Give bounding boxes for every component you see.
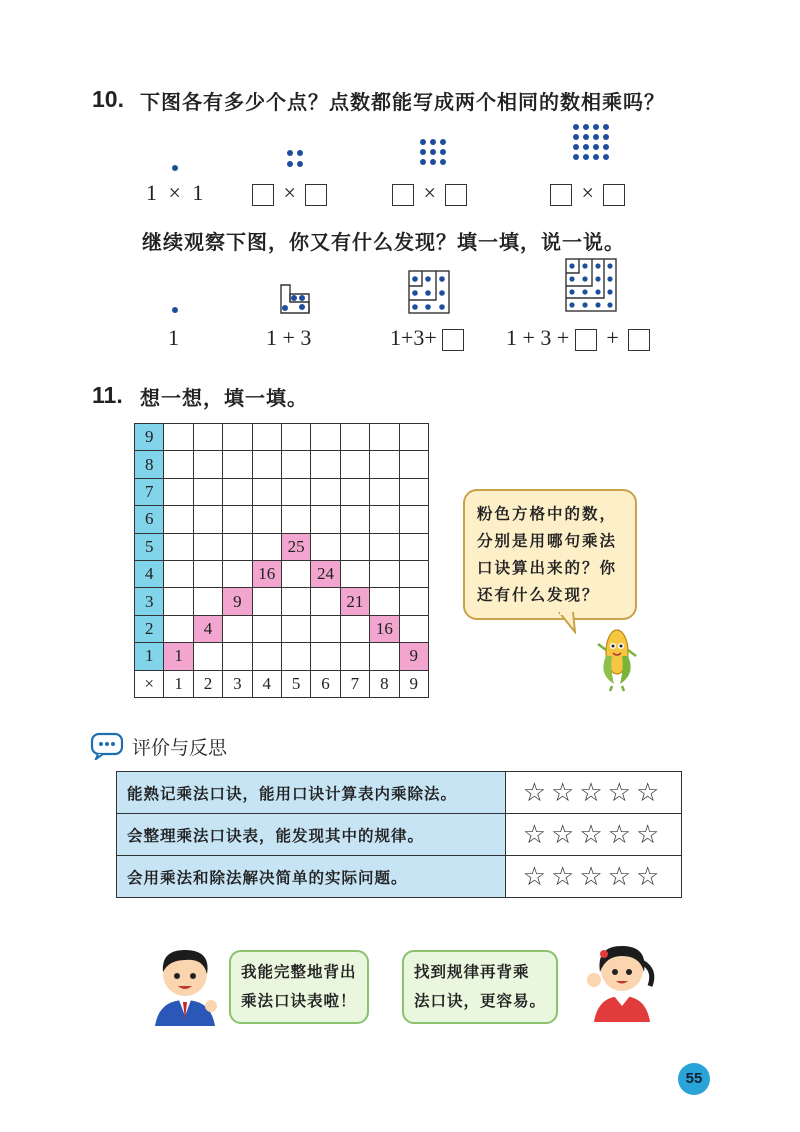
times-sign: × bbox=[423, 180, 436, 205]
grid-pink-cell: 4 bbox=[193, 615, 222, 642]
grid-cell[interactable] bbox=[193, 424, 222, 451]
grid-cell[interactable] bbox=[281, 560, 310, 587]
grid-cell[interactable] bbox=[311, 615, 340, 642]
grid-cell[interactable] bbox=[340, 615, 369, 642]
rating-cell[interactable] bbox=[506, 814, 682, 856]
answer-box[interactable] bbox=[550, 184, 572, 206]
grid-cell[interactable] bbox=[252, 424, 281, 451]
grid-cell[interactable] bbox=[370, 588, 399, 615]
grid-axis-cell: 7 bbox=[340, 670, 369, 697]
bubble-line: 分别是用哪句乘法 bbox=[477, 532, 618, 550]
grid-cell[interactable] bbox=[281, 451, 310, 478]
grid-cell[interactable] bbox=[370, 643, 399, 670]
grid-cell[interactable] bbox=[193, 506, 222, 533]
sum-expr-2: 1 + 3 bbox=[266, 325, 312, 350]
grid-cell[interactable] bbox=[193, 478, 222, 505]
grid-pink-cell: 25 bbox=[281, 533, 310, 560]
grid-row bbox=[135, 588, 429, 615]
grid-cell[interactable] bbox=[164, 560, 193, 587]
grid-cell[interactable] bbox=[252, 533, 281, 560]
grid-axis-cell: 2 bbox=[135, 615, 164, 642]
grid-cell[interactable] bbox=[399, 588, 428, 615]
grid-row bbox=[135, 424, 429, 451]
corn-mascot-icon bbox=[592, 620, 642, 692]
grid-cell[interactable] bbox=[223, 643, 252, 670]
bubble-line: 粉色方格中的数， bbox=[477, 505, 618, 523]
expr-blank-3 bbox=[392, 180, 467, 206]
grid-pink-cell: 9 bbox=[223, 588, 252, 615]
table-row bbox=[117, 772, 682, 814]
grid-cell[interactable] bbox=[193, 643, 222, 670]
grid-axis-cell: 8 bbox=[135, 451, 164, 478]
dot bbox=[603, 144, 609, 150]
evaluation-table bbox=[116, 771, 682, 898]
grid-cell[interactable] bbox=[399, 560, 428, 587]
criterion-cell: 能熟记乘法口诀，能用口诀计算表内乘除法。 bbox=[117, 772, 506, 814]
dot bbox=[430, 149, 436, 155]
dot bbox=[573, 124, 579, 130]
criterion-cell: 会用乘法和除法解决简单的实际问题。 bbox=[117, 856, 506, 898]
grid-cell[interactable] bbox=[281, 588, 310, 615]
grid-pink-cell: 16 bbox=[370, 615, 399, 642]
dot bbox=[603, 124, 609, 130]
hint-bubble bbox=[463, 489, 637, 620]
evaluation-title: 评价与反思 bbox=[132, 737, 228, 759]
grid-cell[interactable] bbox=[370, 424, 399, 451]
answer-box[interactable] bbox=[603, 184, 625, 206]
grid-cell[interactable] bbox=[340, 560, 369, 587]
star-rating-icon[interactable]: ☆☆☆☆☆ bbox=[522, 777, 665, 808]
grid-row bbox=[135, 533, 429, 560]
grid-cell[interactable] bbox=[252, 643, 281, 670]
times-sign: × bbox=[283, 180, 296, 205]
grid-cell[interactable] bbox=[223, 533, 252, 560]
grid-pink-cell: 16 bbox=[252, 560, 281, 587]
grid-cell[interactable] bbox=[340, 506, 369, 533]
q11-question: 想一想，填一填。 bbox=[140, 386, 308, 410]
q10-number: 10. bbox=[92, 86, 124, 112]
grid-cell[interactable] bbox=[340, 478, 369, 505]
boy-character-icon bbox=[145, 944, 225, 1026]
sum-expr-4-text: 1 + 3 + bbox=[506, 325, 570, 350]
grid-cell[interactable] bbox=[340, 533, 369, 560]
grid-axis-cell: 9 bbox=[399, 670, 428, 697]
grid-cell[interactable] bbox=[340, 643, 369, 670]
grid-cell[interactable] bbox=[311, 506, 340, 533]
times-sign: × bbox=[581, 180, 594, 205]
dot bbox=[583, 144, 589, 150]
grid-axis-cell: 4 bbox=[135, 560, 164, 587]
grid-cell[interactable] bbox=[223, 478, 252, 505]
plus-sign: + bbox=[606, 325, 619, 350]
grid-axis-cell: 3 bbox=[135, 588, 164, 615]
grid-axis-cell: × bbox=[135, 670, 164, 697]
grid-row bbox=[135, 506, 429, 533]
grid-cell[interactable] bbox=[399, 506, 428, 533]
grid-cell[interactable] bbox=[252, 588, 281, 615]
grid-cell[interactable] bbox=[164, 533, 193, 560]
grid-cell[interactable] bbox=[252, 478, 281, 505]
grid-cell[interactable] bbox=[370, 478, 399, 505]
dot bbox=[573, 154, 579, 160]
sum-expr-3-text: 1+3+ bbox=[390, 325, 437, 350]
criterion-cell: 会整理乘法口诀表，能发现其中的规律。 bbox=[117, 814, 506, 856]
grid-cell[interactable] bbox=[311, 451, 340, 478]
grid-cell[interactable] bbox=[223, 424, 252, 451]
girl-line: 找到规律再背乘 bbox=[414, 963, 530, 981]
grid-cell[interactable] bbox=[281, 615, 310, 642]
grid-row bbox=[135, 478, 429, 505]
grid-cell[interactable] bbox=[252, 615, 281, 642]
times-sign: × bbox=[168, 180, 181, 205]
bubble-tail bbox=[555, 612, 585, 634]
answer-box[interactable] bbox=[442, 329, 464, 351]
boy-line: 我能完整地背出 bbox=[241, 963, 357, 981]
bubble-line: 还有什么发现？ bbox=[477, 586, 600, 604]
boy-line: 乘法口诀表啦！ bbox=[241, 992, 357, 1010]
grid-cell[interactable] bbox=[223, 451, 252, 478]
grid-cell[interactable] bbox=[370, 560, 399, 587]
grid-cell[interactable] bbox=[311, 533, 340, 560]
grid-cell[interactable] bbox=[193, 588, 222, 615]
dot bbox=[603, 134, 609, 140]
boy-speech-bubble bbox=[229, 950, 369, 1024]
grid-cell[interactable] bbox=[193, 451, 222, 478]
rating-cell[interactable] bbox=[506, 772, 682, 814]
grid-pink-cell: 1 bbox=[164, 643, 193, 670]
grid-cell[interactable] bbox=[223, 615, 252, 642]
answer-box[interactable] bbox=[392, 184, 414, 206]
grid-cell[interactable] bbox=[164, 506, 193, 533]
grid-cell[interactable] bbox=[164, 588, 193, 615]
grid-cell[interactable] bbox=[370, 533, 399, 560]
grid-cell[interactable] bbox=[399, 478, 428, 505]
grid-cell[interactable] bbox=[311, 424, 340, 451]
grid-cell[interactable] bbox=[311, 478, 340, 505]
dot bbox=[593, 154, 599, 160]
grid-axis-cell: 1 bbox=[135, 643, 164, 670]
grid-cell[interactable] bbox=[223, 560, 252, 587]
dot bbox=[430, 139, 436, 145]
speech-chat-icon bbox=[90, 730, 124, 760]
grid-cell[interactable] bbox=[252, 451, 281, 478]
expr-left: 1 bbox=[146, 180, 157, 205]
star-rating-icon[interactable]: ☆☆☆☆☆ bbox=[522, 861, 665, 892]
grid-axis-cell: 3 bbox=[223, 670, 252, 697]
answer-box[interactable] bbox=[252, 184, 274, 206]
grid-cell[interactable] bbox=[399, 451, 428, 478]
grid-axis-cell: 5 bbox=[281, 670, 310, 697]
expr-1x1 bbox=[146, 180, 203, 206]
girl-speech-bubble bbox=[402, 950, 558, 1024]
grid-cell[interactable] bbox=[281, 478, 310, 505]
grid-row bbox=[135, 615, 429, 642]
table-row bbox=[117, 856, 682, 898]
dot bbox=[420, 159, 426, 165]
sum-expr-3 bbox=[390, 325, 464, 351]
grid-axis-cell: 5 bbox=[135, 533, 164, 560]
grid-cell[interactable] bbox=[281, 506, 310, 533]
dot bbox=[573, 134, 579, 140]
grid-cell[interactable] bbox=[252, 506, 281, 533]
grid-cell[interactable] bbox=[370, 451, 399, 478]
grid-axis-cell: 9 bbox=[135, 424, 164, 451]
q11-number: 11. bbox=[92, 382, 123, 408]
grid-cell[interactable] bbox=[370, 506, 399, 533]
dot bbox=[583, 134, 589, 140]
grid-cell[interactable] bbox=[399, 424, 428, 451]
bubble-line: 口诀算出来的？你 bbox=[477, 559, 618, 577]
dot bbox=[440, 139, 446, 145]
dot bbox=[583, 124, 589, 130]
grid-axis-cell: 8 bbox=[370, 670, 399, 697]
grid-cell[interactable] bbox=[193, 533, 222, 560]
expr-blank-2 bbox=[252, 180, 327, 206]
grid-cell[interactable] bbox=[164, 478, 193, 505]
grid-axis-cell: 6 bbox=[311, 670, 340, 697]
sum-expr-1: 1 bbox=[168, 325, 179, 350]
dot bbox=[440, 149, 446, 155]
grid-cell[interactable] bbox=[164, 451, 193, 478]
dot bbox=[593, 144, 599, 150]
lshape-3 bbox=[408, 270, 450, 314]
grid-axis-cell: 6 bbox=[135, 506, 164, 533]
grid-cell[interactable] bbox=[281, 643, 310, 670]
grid-axis-cell: 4 bbox=[252, 670, 281, 697]
lshape-2 bbox=[280, 284, 310, 314]
answer-box[interactable] bbox=[628, 329, 650, 351]
grid-cell[interactable] bbox=[311, 588, 340, 615]
rating-cell[interactable] bbox=[506, 856, 682, 898]
grid-cell[interactable] bbox=[281, 424, 310, 451]
grid-row bbox=[135, 451, 429, 478]
grid-axis-cell: 7 bbox=[135, 478, 164, 505]
grid-pink-cell: 21 bbox=[340, 588, 369, 615]
dot bbox=[593, 134, 599, 140]
dot bbox=[420, 149, 426, 155]
grid-cell[interactable] bbox=[311, 643, 340, 670]
answer-box[interactable] bbox=[445, 184, 467, 206]
answer-box[interactable] bbox=[305, 184, 327, 206]
grid-pink-cell: 24 bbox=[311, 560, 340, 587]
grid-row bbox=[135, 670, 429, 697]
grid-row bbox=[135, 560, 429, 587]
grid-row bbox=[135, 643, 429, 670]
expr-right: 1 bbox=[192, 180, 204, 205]
dot bbox=[593, 124, 599, 130]
grid-cell[interactable] bbox=[399, 615, 428, 642]
grid-axis-cell: 2 bbox=[193, 670, 222, 697]
grid-pink-cell: 9 bbox=[399, 643, 428, 670]
grid-cell[interactable] bbox=[164, 615, 193, 642]
grid-axis-cell: 1 bbox=[164, 670, 193, 697]
grid-cell[interactable] bbox=[164, 424, 193, 451]
expr-blank-4 bbox=[550, 180, 625, 206]
lshape-4 bbox=[565, 258, 617, 312]
girl-line: 法口诀，更容易。 bbox=[414, 992, 547, 1010]
grid-cell[interactable] bbox=[193, 560, 222, 587]
dot bbox=[603, 154, 609, 160]
table-row bbox=[117, 814, 682, 856]
dot bbox=[440, 159, 446, 165]
multiplication-grid bbox=[134, 423, 429, 698]
grid-cell[interactable] bbox=[223, 506, 252, 533]
star-rating-icon[interactable]: ☆☆☆☆☆ bbox=[522, 819, 665, 850]
q10-question: 下图各有多少个点？点数都能写成两个相同的数相乘吗？ bbox=[140, 90, 665, 114]
dot bbox=[420, 139, 426, 145]
q10-instruction: 继续观察下图，你又有什么发现？填一填，说一说。 bbox=[142, 230, 625, 254]
answer-box[interactable] bbox=[575, 329, 597, 351]
grid-cell[interactable] bbox=[340, 451, 369, 478]
sum-expr-4 bbox=[506, 325, 650, 351]
dot bbox=[573, 144, 579, 150]
grid-cell[interactable] bbox=[340, 424, 369, 451]
page-number: 55 bbox=[678, 1063, 710, 1095]
dot bbox=[583, 154, 589, 160]
girl-character-icon bbox=[584, 940, 660, 1022]
dot bbox=[430, 159, 436, 165]
grid-cell[interactable] bbox=[399, 533, 428, 560]
